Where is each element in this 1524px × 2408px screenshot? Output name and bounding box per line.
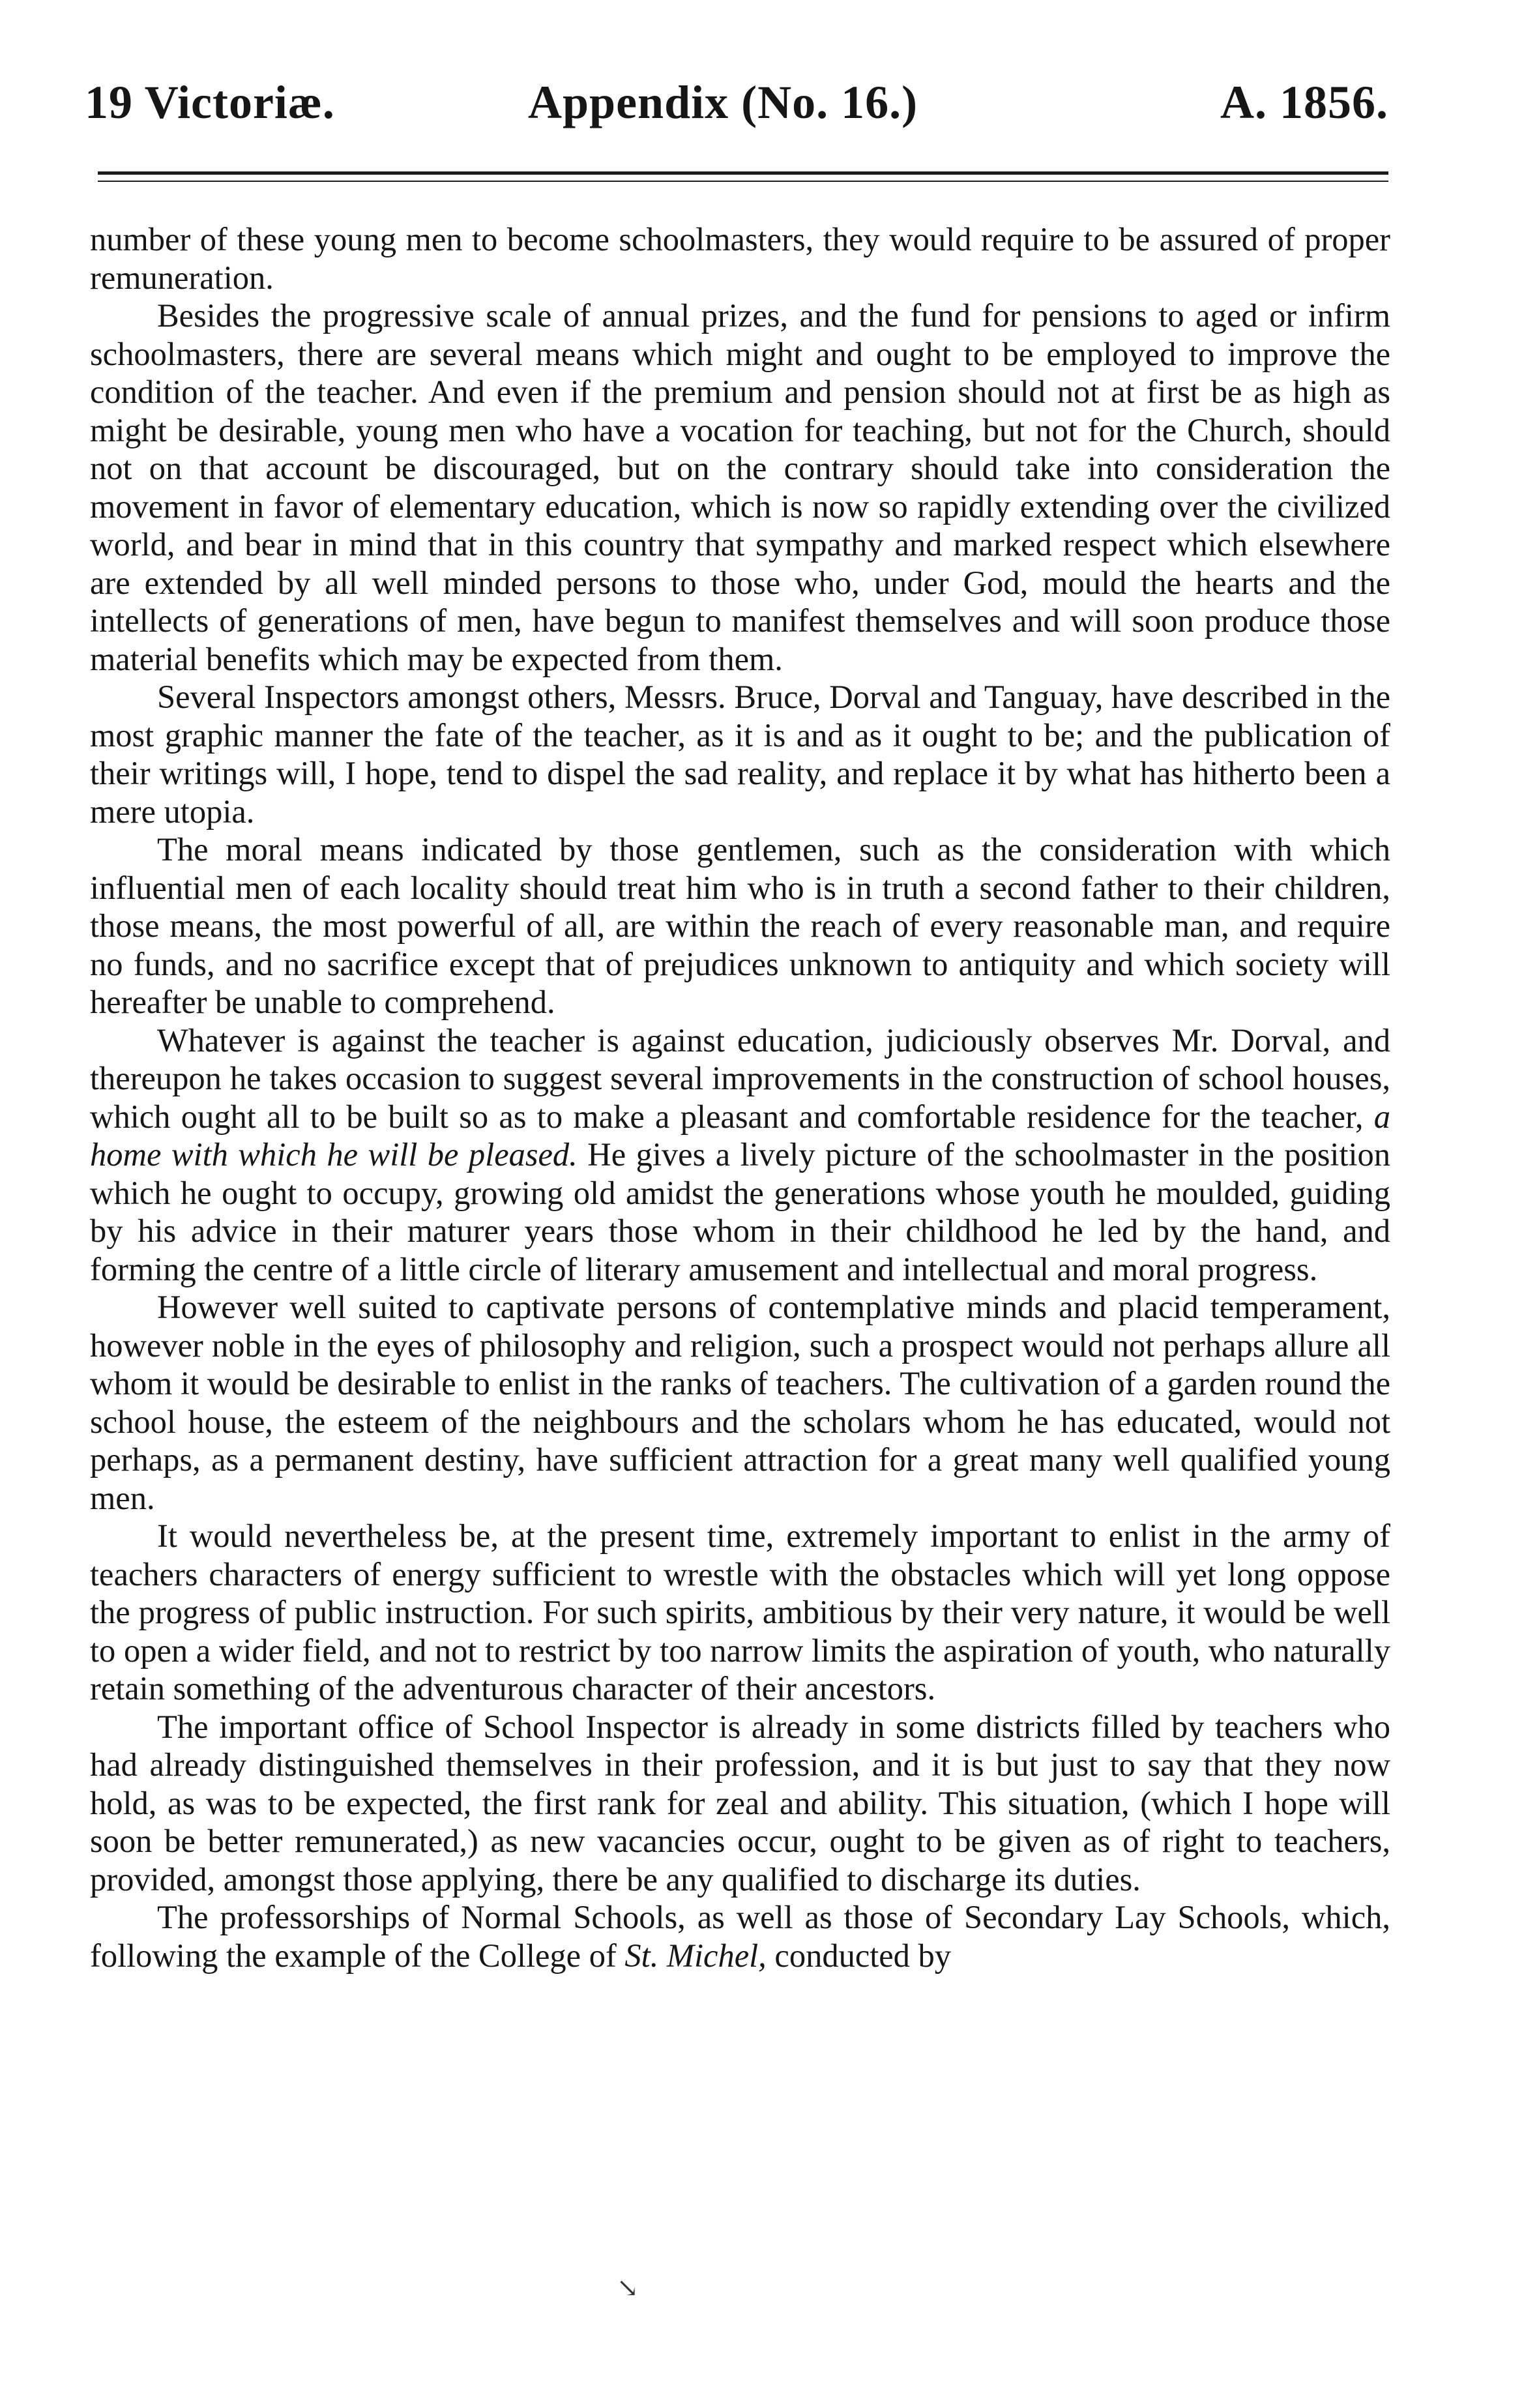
paragraph: The important office of School Inspector is already in some districts filled by teachers who had already distinguished themselves in their profession, and it is but just to say that they now hold, as was to be expected, the first rank for zeal and ability. This situation, (which I hope will soon be better remunerated,) as new vacancies occur, ought to be given as of right to teachers, provided, amongst those applying, there be any qualified to discharge its duties. [90,1708,1390,1898]
paragraph [90,1898,1390,1975]
paragraph-text: Whatever is against the teacher is against education, judiciously observes Mr. Dorval, and thereupon he takes occasion to suggest several improvements in the construction of school houses, which ought all to be built so as to make a pleasant and comfortable residence for the teacher, [90,1021,1390,1135]
header-rule-thin [98,181,1388,182]
header-session: 19 Victoriæ. [85,76,335,128]
paragraph: The moral means indicated by those gentlemen, such as the consideration with which influential men of each locality should treat him who is in truth a second father to their children, those means, the most powerful of all, are within the reach of every reasonable man, and require no funds, and no sacrifice except that of prejudices unknown to antiquity and which society will hereafter be unable to comprehend. [90,831,1390,1020]
paragraph-text: conducted by [766,1937,952,1974]
paragraph: number of these young men to become schoolmasters, they would require to be assured of proper remuneration. [90,221,1390,296]
stray-print-mark: ↘ [617,2273,639,2302]
italic-name: St. Michel, [624,1937,767,1974]
paragraph: It would nevertheless be, at the present time, extremely important to enlist in the army of teachers characters of energy sufficient to wrestle with the obstacles which will yet long oppose the progress of public instruction. For such spirits, ambitious by their very nature, it would be well to open a wider field, and not to restrict by too narrow limits the aspiration of youth, who naturally retain something of the adventurous character of their ancestors. [90,1518,1390,1707]
header-rule-thick [98,171,1388,175]
paragraph: Besides the progressive scale of annual prizes, and the fund for pensions to aged or infirm schoolmasters, there are several means which might and ought to be employed to improve the condition of the teacher. And even if the premium and pension should not at first be as high as might be desirable, young men who have a vocation for teaching, but not for the Church, should not on that account be discouraged, but on the contrary should take into consideration the movement in favor of elementary education, which is now so rapidly extending over the civilized world, and bear in mind that in this country that sympathy and marked respect which elsewhere are extended by all well minded persons to those who, under God, mould the hearts and the intellects of generations of men, have begun to manifest themselves and will soon produce those material benefits which may be expected from them. [90,297,1390,677]
page-header [85,73,1388,132]
header-appendix: Appendix (No. 16.) [528,76,918,128]
paragraph-text: He gives a lively picture of the schoolmaster in the position which he ought to occupy, growing old amidst the generations whose youth he moulded, guiding by his advice in their maturer years those whom in their childhood he led by the hand, and forming the centre of a little circle of literary amusement and intellectual and moral progress. [90,1136,1391,1287]
paragraph [90,1021,1390,1289]
paragraph: Several Inspectors amongst others, Messrs. Bruce, Dorval and Tanguay, have described in the most graphic manner the fate of the teacher, as it is and as it ought to be; and the publication of their writings will, I hope, tend to dispel the sad reality, and replace it by what has hitherto been a mere utopia. [90,679,1390,830]
paragraph-text: The professorships of Normal Schools, as well as those of Secondary Lay Schools, which, following the example of the College of [90,1899,1390,1974]
header-year: A. 1856. [1220,76,1388,128]
body-text [90,220,1390,1975]
italic-quote: a home with which he will be pleased. [90,1098,1390,1173]
paragraph: However well suited to captivate persons of contemplative minds and placid temperament, however noble in the eyes of philosophy and religion, such a prospect would not perhaps allure all whom it would be desirable to enlist in the ranks of teachers. The cultivation of a garden round the school house, the esteem of the neighbours and the scholars whom he has educated, would not perhaps, as a permanent destiny, have sufficient attraction for a great many well qualified young men. [90,1289,1390,1516]
